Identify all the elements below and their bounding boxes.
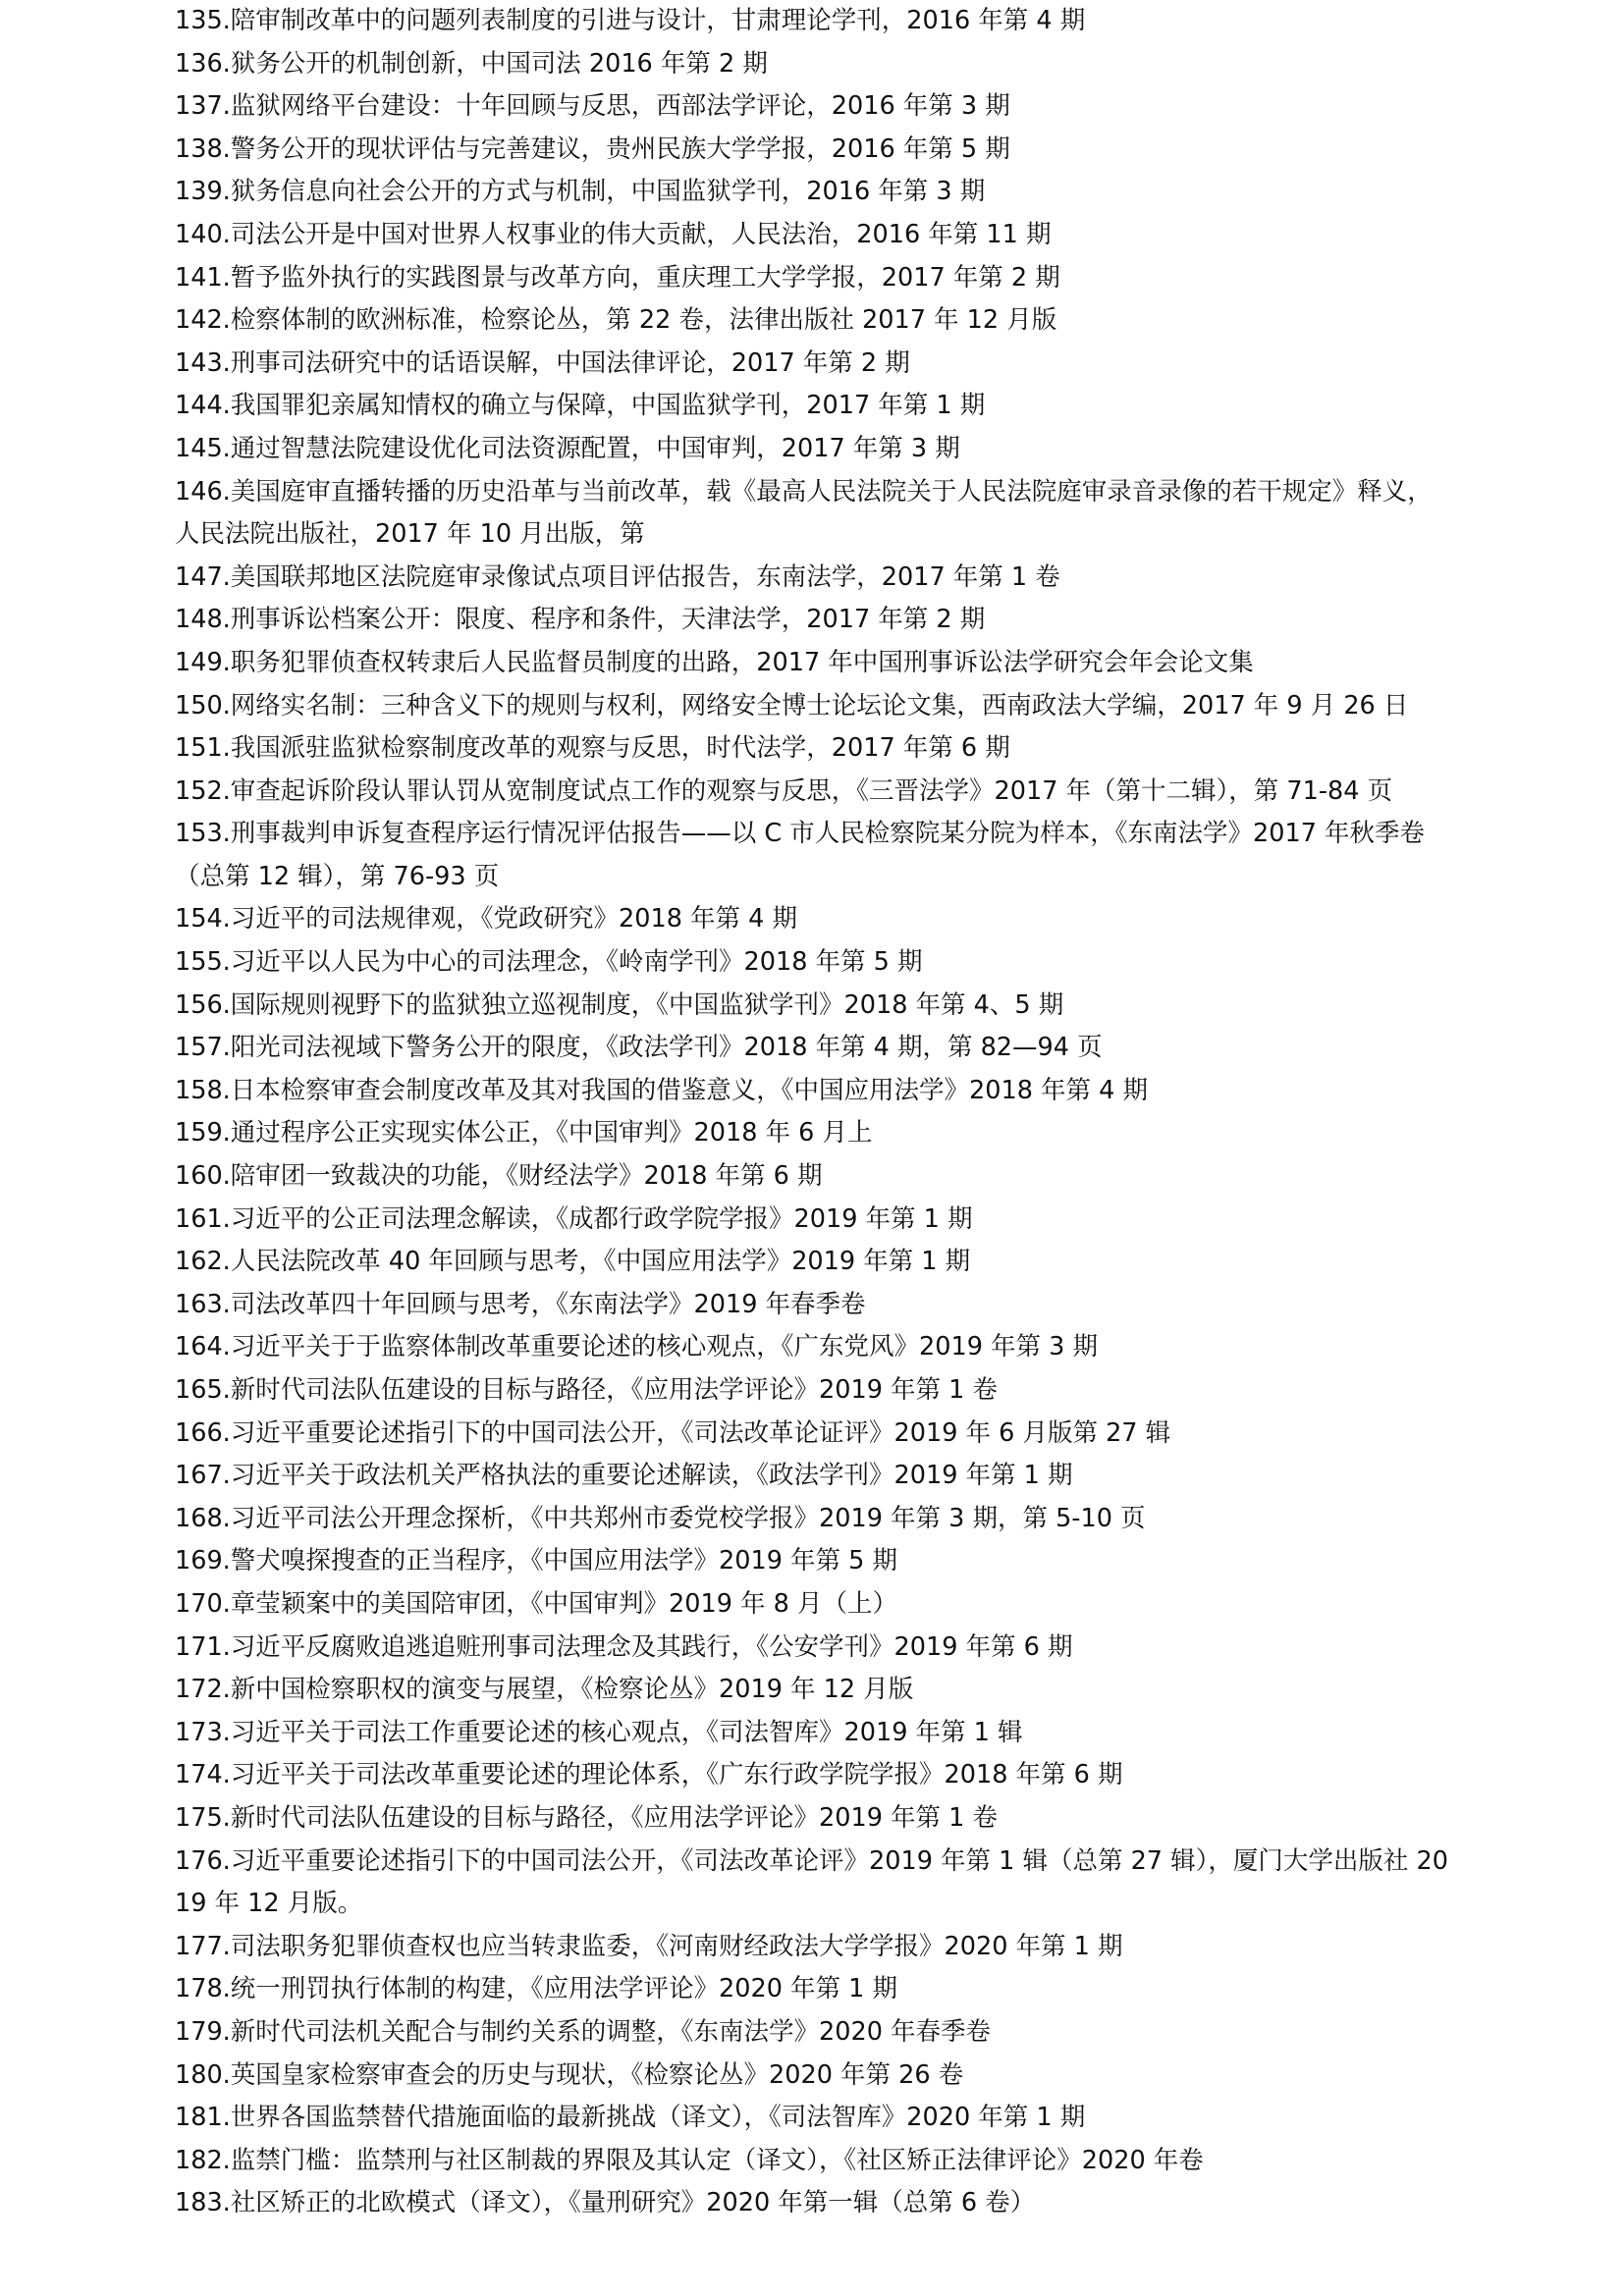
list-item: 142.检察体制的欧洲标准，检察论丛，第 22 卷，法律出版社 2017 年 12 月版 — [175, 305, 1057, 336]
list-item: 162.人民法院改革 40 年回顾与思考，《中国应用法学》2019 年第 1 期 — [175, 1247, 971, 1277]
list-item: 159.通过程序公正实现实体公正，《中国审判》2018 年 6 月上 — [175, 1118, 873, 1148]
list-item: 164.习近平关于于监察体制改革重要论述的核心观点，《广东党风》2019 年第 3 期 — [175, 1332, 1098, 1362]
publication-list — [175, 0, 1451, 2225]
list-item: 167.习近平关于政法机关严格执法的重要论述解读，《政法学刊》2019 年第 1 期 — [175, 1461, 1073, 1491]
list-item: 153.刑事裁判申诉复查程序运行情况评估报告——以 C 市人民检察院某分院为样本，《东南法学》2017 年秋季卷（总第 12 辑），第 76-93 页 — [175, 819, 1426, 891]
list-item: 155.习近平以人民为中心的司法理念，《岭南学刊》2018 年第 5 期 — [175, 947, 923, 978]
list-item: 179.新时代司法机关配合与制约关系的调整，《东南法学》2020 年春季卷 — [175, 2016, 992, 2047]
list-item: 140.司法公开是中国对世界人权事业的伟大贡献，人民法治，2016 年第 11 期 — [175, 219, 1052, 249]
list-item: 148.刑事诉讼档案公开：限度、程序和条件，天津法学，2017 年第 2 期 — [175, 605, 986, 635]
list-item: 175.新时代司法队伍建设的目标与路径，《应用法学评论》2019 年第 1 卷 — [175, 1802, 998, 1833]
list-item: 174.习近平关于司法改革重要论述的理论体系，《广东行政学院学报》2018 年第 6 期 — [175, 1760, 1123, 1790]
list-item: 158.日本检察审查会制度改革及其对我国的借鉴意义，《中国应用法学》2018 年第 4 期 — [175, 1075, 1148, 1105]
list-item: 168.习近平司法公开理念探析，《中共郑州市委党校学报》2019 年第 3 期，第 5-10 页 — [175, 1503, 1146, 1533]
list-item: 170.章莹颖案中的美国陪审团，《中国审判》2019 年 8 月（上） — [175, 1588, 897, 1619]
list-item: 169.警犬嗅探搜查的正当程序，《中国应用法学》2019 年第 5 期 — [175, 1546, 897, 1576]
list-item: 150.网络实名制：三种含义下的规则与权利，网络安全博士论坛论文集，西南政法大学编，2017 年 9 月 26 日 — [175, 690, 1409, 721]
list-item: 147.美国联邦地区法院庭审录像试点项目评估报告，东南法学，2017 年第 1 卷 — [175, 561, 1060, 592]
list-item: 183.社区矫正的北欧模式（译文），《量刑研究》2020 年第一辑（总第 6 卷） — [175, 2188, 1036, 2218]
list-item: 180.英国皇家检察审查会的历史与现状，《检察论丛》2020 年第 26 卷 — [175, 2059, 964, 2090]
list-item: 165.新时代司法队伍建设的目标与路径，《应用法学评论》2019 年第 1 卷 — [175, 1375, 998, 1405]
list-item: 154.习近平的司法规律观，《党政研究》2018 年第 4 期 — [175, 904, 797, 934]
list-item: 138.警务公开的现状评估与完善建议，贵州民族大学学报，2016 年第 5 期 — [175, 133, 1010, 164]
list-item: 182.监禁门槛：监禁刑与社区制裁的界限及其认定（译文），《社区矫正法律评论》2020 年卷 — [175, 2145, 1204, 2175]
list-item: 178.统一刑罚执行体制的构建，《应用法学评论》2020 年第 1 期 — [175, 1974, 897, 2004]
list-item: 181.世界各国监禁替代措施面临的最新挑战（译文），《司法智库》2020 年第 1 期 — [175, 2103, 1086, 2133]
list-item: 172.新中国检察职权的演变与展望，《检察论丛》2019 年 12 月版 — [175, 1675, 914, 1705]
list-item: 135.陪审制改革中的问题列表制度的引进与设计，甘肃理论学刊，2016 年第 4 期 — [175, 6, 1086, 35]
list-item: 176.习近平重要论述指引下的中国司法公开，《司法改革论评》2019 年第 1 辑（总第 27 辑），厦门大学出版社 2019 年 12 月版。 — [175, 1845, 1448, 1919]
list-item: 173.习近平关于司法工作重要论述的核心观点，《司法智库》2019 年第 1 辑 — [175, 1717, 1023, 1747]
list-item: 161.习近平的公正司法理念解读，《成都行政学院学报》2019 年第 1 期 — [175, 1203, 973, 1234]
list-item: 145.通过智慧法院建设优化司法资源配置，中国审判，2017 年第 3 期 — [175, 433, 960, 463]
list-item: 156.国际规则视野下的监狱独立巡视制度，《中国监狱学刊》2018 年第 4、5 期 — [175, 989, 1064, 1020]
list-item: 146.美国庭审直播转播的历史沿革与当前改革，载《最高人民法院关于人民法院庭审录音录像的若干规定》释义，人民法院出版社，2017 年 10 月出版，第 — [175, 476, 1433, 550]
list-item: 171.习近平反腐败追逃追赃刑事司法理念及其践行，《公安学刊》2019 年第 6 期 — [175, 1631, 1073, 1662]
list-item: 157.阳光司法视域下警务公开的限度，《政法学刊》2018 年第 4 期，第 82—94 页 — [175, 1033, 1103, 1063]
list-item: 163.司法改革四十年回顾与思考，《东南法学》2019 年春季卷 — [175, 1289, 866, 1319]
list-item: 151.我国派驻监狱检察制度改革的观察与反思，时代法学，2017 年第 6 期 — [175, 733, 1010, 764]
list-item: 152.审查起诉阶段认罪认罚从宽制度试点工作的观察与反思，《三晋法学》2017 年（第十二辑），第 71-84 页 — [175, 775, 1393, 806]
list-item: 166.习近平重要论述指引下的中国司法公开，《司法改革论证评》2019 年 6 月版第 27 辑 — [175, 1417, 1171, 1448]
list-item: 136.狱务公开的机制创新，中国司法 2016 年第 2 期 — [175, 48, 768, 79]
list-item: 139.狱务信息向社会公开的方式与机制，中国监狱学刊，2016 年第 3 期 — [175, 177, 986, 207]
list-item: 160.陪审团一致裁决的功能，《财经法学》2018 年第 6 期 — [175, 1161, 823, 1192]
list-item: 141.暂予监外执行的实践图景与改革方向，重庆理工大学学报，2017 年第 2 期 — [175, 262, 1060, 293]
list-item: 137.监狱网络平台建设：十年回顾与反思，西部法学评论，2016 年第 3 期 — [175, 91, 1010, 122]
list-item: 144.我国罪犯亲属知情权的确立与保障，中国监狱学刊，2017 年第 1 期 — [175, 391, 986, 421]
list-item: 177.司法职务犯罪侦查权也应当转隶监委，《河南财经政法大学学报》2020 年第 1 期 — [175, 1931, 1123, 1961]
list-item: 149.职务犯罪侦查权转隶后人民监督员制度的出路，2017 年中国刑事诉讼法学研究会年会论文集 — [175, 647, 1254, 677]
list-item: 143.刑事司法研究中的话语误解，中国法律评论，2017 年第 2 期 — [175, 347, 910, 378]
